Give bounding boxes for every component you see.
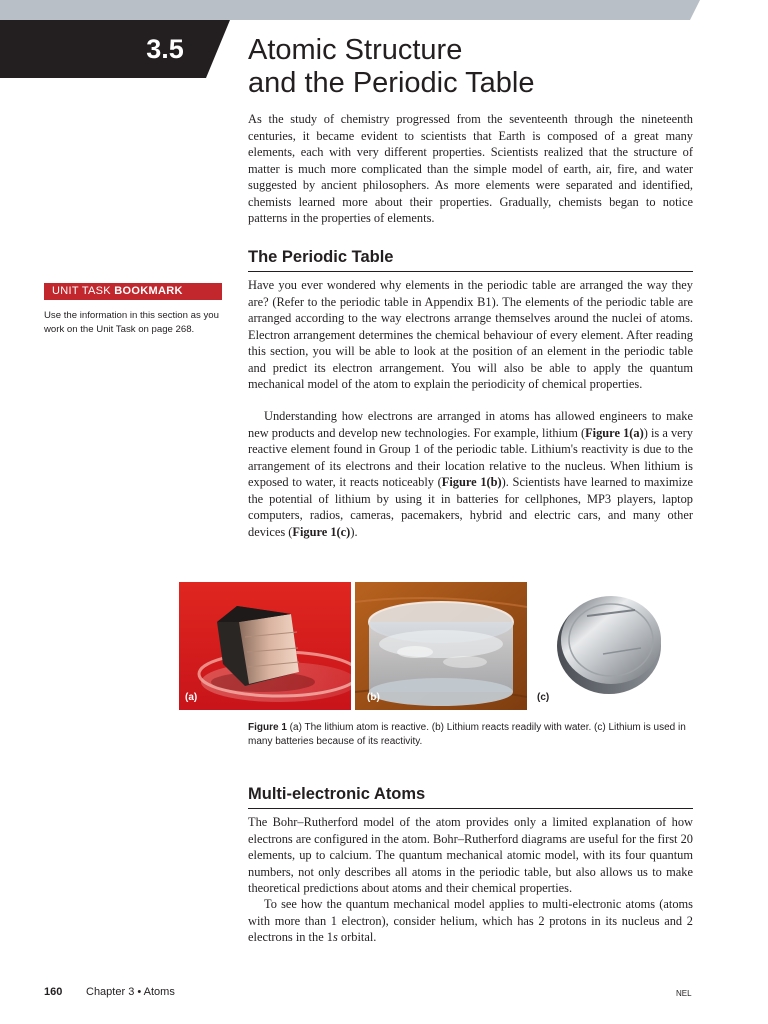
periodic-table-heading: The Periodic Table bbox=[248, 248, 693, 272]
para2-text-4: ). bbox=[350, 524, 358, 539]
intro-paragraph: As the study of chemistry progressed from the seventeenth through the nineteenth centuries, it became evident to scientists that Earth is composed of a great many elements, each with very different properties. Scientists realized that the structure of matter is much more complicated than the simple model of earth, air, fire, and water suggested by ancient philosophers. As more elements were separated and identified, chemists learned more about their properties. Gradually, chemists began to notice patterns in the properties of elements. bbox=[248, 112, 693, 225]
figure-ref-1c: Figure 1(c) bbox=[292, 524, 351, 539]
page-number: 160 bbox=[44, 986, 63, 998]
para2-text-1: Understanding how electrons are arranged in atoms has allowed engineers to make new products and develop new technologies. For example, lithium ( bbox=[248, 409, 693, 440]
publisher-mark: NEL bbox=[676, 989, 692, 998]
multi-para2-text-a: To see how the quantum mechanical model applies to multi-electronic atoms (atoms with more than 1 electron), consider helium, which has 2 protons in its nucleus and 2 electrons in the 1 bbox=[248, 897, 693, 944]
figure-label-c: (c) bbox=[537, 692, 550, 703]
multi-electronic-heading: Multi-electronic Atoms bbox=[248, 785, 693, 809]
multi-para2-text-b: orbital. bbox=[337, 930, 377, 944]
section-title-line2: and the Periodic Table bbox=[248, 67, 535, 99]
figure-1-caption bbox=[248, 721, 693, 749]
orbital-s-italic: s bbox=[333, 930, 338, 944]
periodic-table-paragraph-1: Have you ever wondered why elements in the periodic table are arranged the way they are? (Refer to the periodic table in Appendix B1). The elements of the periodic table are arranged according to the way electrons arrange themselves around the nuclei of atoms. Electron arrangement determines the chemical behaviour of every element. After reading this section, you will be able to look at the position of an element in the periodic table and predict its electron arrangement. You will also be able to apply the quantum mechanical model of the atom to explain the periodicity of chemical properties. bbox=[248, 278, 693, 391]
figure-ref-1b: Figure 1(b) bbox=[441, 475, 502, 489]
caption-label: Figure 1 bbox=[248, 722, 287, 733]
top-banner bbox=[0, 0, 768, 20]
section-number: 3.5 bbox=[146, 34, 184, 64]
multi-electronic-paragraph-2 bbox=[248, 896, 693, 946]
figure-1b-lithium-water-image bbox=[355, 582, 527, 710]
figure-1a-lithium-image bbox=[179, 582, 351, 710]
bookmark-label-plain: UNIT TASK bbox=[52, 285, 115, 297]
figure-1c-battery-image bbox=[531, 582, 693, 710]
para2-text-2: ) is a very reactive element found in Group 1 of the periodic table. Lithium's reactivity is due to the arrangement of its electrons and their location relative to the nucleus. When lithium is exposed to water, it reacts noticeably ( bbox=[248, 425, 693, 489]
figure-ref-1a: Figure 1(a) bbox=[585, 425, 644, 440]
unit-task-bookmark-badge bbox=[44, 283, 222, 300]
multi-electronic-paragraph-1: The Bohr–Rutherford model of the atom provides only a limited explanation of how electrons are configured in the atom. Bohr–Rutherford diagrams are useful for the first 20 elements, up to calcium. The quantum mechanical atomic model, with its four quantum numbers, not only describes all atoms in the periodic table, but also allows us to make theoretical predictions about atoms and their chemical properties. bbox=[248, 815, 693, 895]
figure-label-a: (a) bbox=[185, 692, 198, 703]
figure-label-b: (b) bbox=[367, 692, 380, 703]
section-title-line1: Atomic Structure bbox=[248, 34, 463, 66]
periodic-table-paragraph-2 bbox=[248, 408, 693, 540]
caption-text: (a) The lithium atom is reactive. (b) Lithium reacts readily with water. (c) Lithium is used in many batteries because of its reactivity. bbox=[248, 722, 686, 747]
bookmark-note: Use the information in this section as you work on the Unit Task on page 268. bbox=[44, 310, 219, 335]
section-title bbox=[248, 34, 534, 100]
chapter-footer: Chapter 3 • Atoms bbox=[86, 986, 175, 998]
bookmark-label-bold: BOOKMARK bbox=[114, 285, 183, 297]
para2-text-3: ). Scientists have learned to maximize the potential of lithium by using it in batteries for cellphones, MP3 players, laptop computers, radios, cameras, pacemakers, hybrid and electric cars, and many other devices ( bbox=[248, 475, 694, 539]
